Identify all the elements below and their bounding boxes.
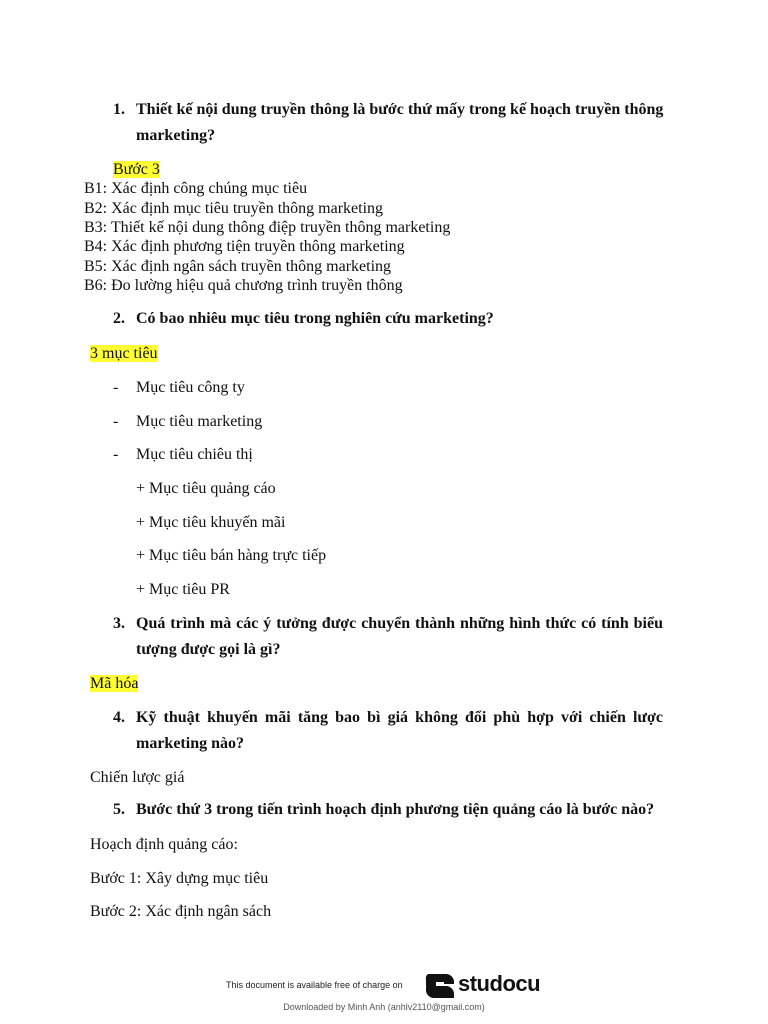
availability-note: This document is available free of charge on	[226, 980, 403, 990]
answer-4: Chiến lược giá	[90, 769, 185, 786]
answer-5-line: Bước 2: Xác định ngân sách	[90, 903, 272, 920]
question-text: Thiết kế nội dung truyền thông là bước thứ mấy trong kế hoạch truyền thông marketing?	[136, 101, 664, 144]
question-number: 4.	[113, 709, 125, 726]
step-line: B6: Đo lường hiệu quả chương trình truyền thông	[84, 277, 403, 294]
dash-bullet: -	[113, 379, 119, 396]
studocu-brand[interactable]: studocu	[458, 971, 541, 996]
dash-bullet: -	[113, 446, 119, 463]
step-line: B3: Thiết kế nội dung thông điệp truyền thông marketing	[84, 219, 451, 236]
question-text: Có bao nhiêu mục tiêu trong nghiên cứu marketing?	[136, 310, 494, 327]
answer-1	[113, 160, 160, 180]
list-item: Mục tiêu công ty	[136, 379, 245, 396]
sub-list-item: + Mục tiêu PR	[136, 581, 230, 598]
list-item: Mục tiêu chiêu thị	[136, 446, 253, 463]
answer-highlight: Bước 3	[113, 161, 160, 178]
question-1	[113, 97, 678, 149]
question-2	[113, 306, 678, 332]
question-number: 1.	[113, 101, 125, 118]
question-5	[113, 797, 683, 823]
question-number: 3.	[113, 615, 125, 632]
download-note: Downloaded by Minh Anh (anhlv2110@gmail.com)	[283, 1002, 485, 1012]
question-number: 2.	[113, 310, 125, 327]
dash-bullet: -	[113, 413, 119, 430]
question-4	[113, 705, 663, 757]
step-line: B4: Xác định phương tiện truyền thông marketing	[84, 238, 405, 255]
question-text: Kỹ thuật khuyến mãi tăng bao bì giá không đổi phù hợp với chiến lược marketing nào?	[136, 709, 663, 752]
question-number: 5.	[113, 801, 125, 818]
sub-list-item: + Mục tiêu bán hàng trực tiếp	[136, 547, 327, 564]
answer-5-line: Hoạch định quảng cáo:	[90, 836, 238, 853]
question-3	[113, 611, 663, 663]
step-line: B1: Xác định công chúng mục tiêu	[84, 180, 308, 197]
studocu-logo-icon[interactable]	[424, 970, 456, 1002]
sub-list-item: + Mục tiêu quảng cáo	[136, 480, 276, 497]
list-item: Mục tiêu marketing	[136, 413, 263, 430]
sub-list-item: + Mục tiêu khuyến mãi	[136, 514, 286, 531]
question-text: Bước thứ 3 trong tiến trình hoạch định phương tiện quảng cáo là bước nào?	[136, 801, 655, 818]
step-line: B2: Xác định mục tiêu truyền thông marketing	[84, 200, 384, 217]
answer-highlight: 3 mục tiêu	[90, 345, 158, 362]
studocu-footer	[0, 968, 768, 1004]
answer-5-line: Bước 1: Xây dựng mục tiêu	[90, 870, 269, 887]
step-line: B5: Xác định ngân sách truyền thông marketing	[84, 258, 392, 275]
question-text: Quá trình mà các ý tưởng được chuyển thành những hình thức có tính biểu tượng được gọi là gì?	[136, 615, 663, 658]
answer-2	[90, 344, 158, 364]
answer-highlight: Mã hóa	[90, 675, 139, 692]
answer-3	[90, 674, 138, 694]
